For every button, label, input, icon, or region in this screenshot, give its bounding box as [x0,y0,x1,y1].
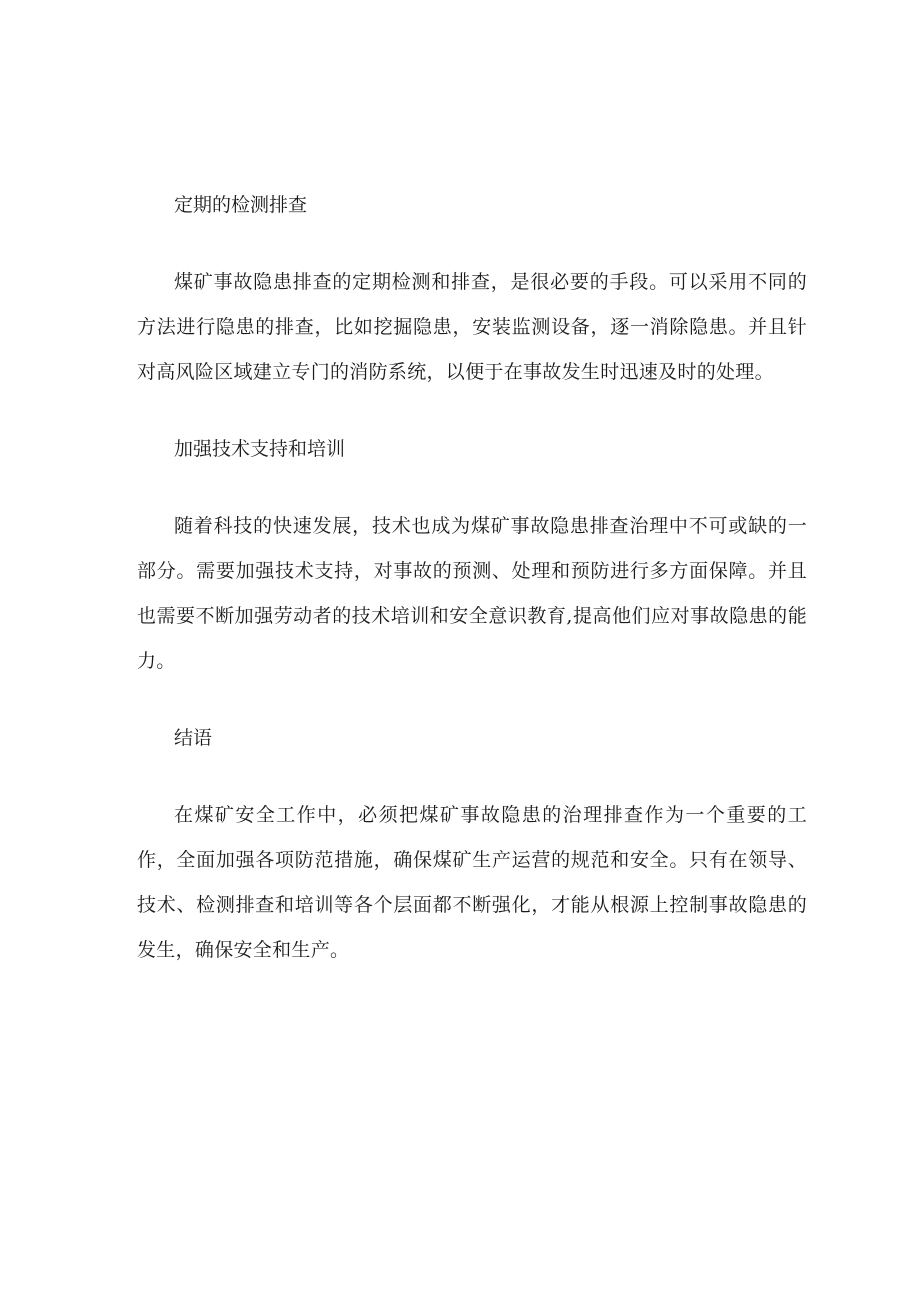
section-heading-conclusion: 结语 [174,727,213,749]
section-heading-technical-support: 加强技术支持和培训 [174,438,346,460]
section-body-technical-support: 随着科技的快速发展，技术也成为煤矿事故隐患排查治理中不可或缺的一部分。需要加强技术支持，对事故的预测、处理和预防进行多方面保障。并且也需要不断加强劳动者的技术培训和安全意识教育,提高他们应对事故隐患的能力。 [137,515,807,672]
section-heading-periodic-inspection: 定期的检测排查 [174,194,308,216]
section-body-conclusion: 在煤矿安全工作中，必须把煤矿事故隐患的治理排查作为一个重要的工作，全面加强各项防范措施，确保煤矿生产运营的规范和安全。只有在领导、技术、检测排查和培训等各个层面都不断强化，才能从根源上控制事故隐患的发生，确保安全和生产。 [137,804,807,961]
section-body-periodic-inspection: 煤矿事故隐患排查的定期检测和排查，是很必要的手段。可以采用不同的方法进行隐患的排查，比如挖掘隐患，安装监测设备，逐一消除隐患。并且针对高风险区域建立专门的消防系统，以便于在事故发生时迅速及时的处理。 [137,271,807,383]
document-content [137,183,807,973]
